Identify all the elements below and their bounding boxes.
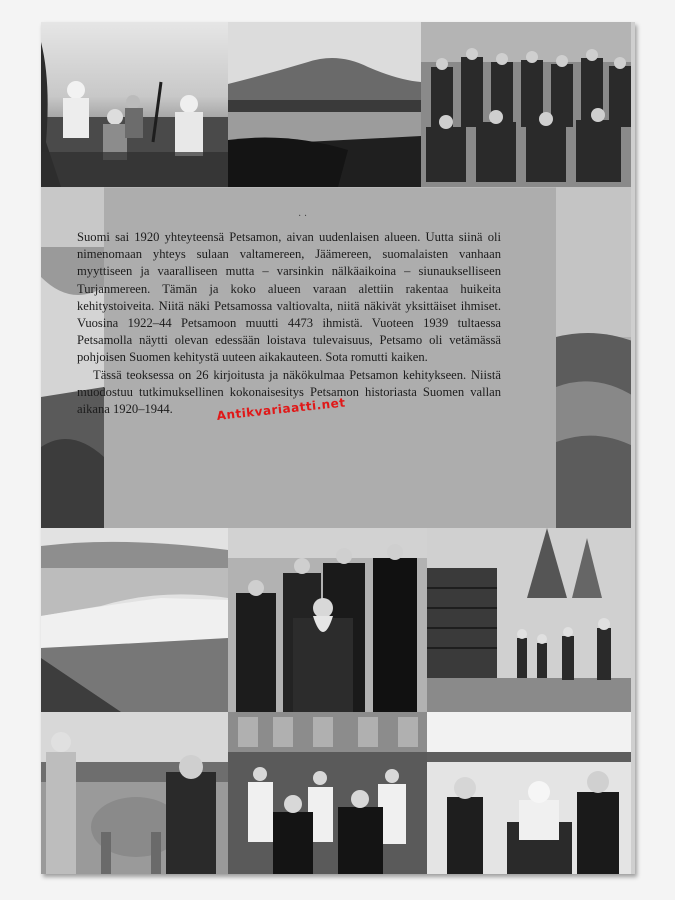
back-cover-blurb (77, 229, 501, 418)
watermark: Antikvariaatti.net (216, 395, 347, 423)
book-back-cover (41, 22, 635, 874)
panel-marks: · · (298, 211, 308, 222)
cover-edge (41, 22, 635, 874)
blurb-paragraph-1: Suomi sai 1920 yhteyteensä Petsamon, aivan uudenlaisen alueen. Uutta siinä oli nimenomaan yhteys sulaan valtamereen, Jäämereen, suomalaisten vanhaan myyttiseen ja vaaralliseen mutta – varsinkin nälkäaikoina – siunaukselliseen Turjanmereen. Tämän ja koko alueen varaan alettiin rakentaa huikeita kehitystoiveita. Niitä näki Petsamossa valtiovalta, niitä näkivät yksittäiset ihmiset. Vuosina 1922–44 Petsamoon muutti 4473 ihmistä. Vuoteen 1939 tultaessa Petsamolla näytti olevan edessään loistava tulevaisuus, Petsamo oli vetämässä pohjoisen Suomen kehitystä uuteen aikakauteen. Sota romutti kaiken. (77, 230, 501, 365)
blurb-paragraph-2: Tässä teoksessa on 26 kirjoitusta ja näkökulmaa Petsamon kehitykseen. Niistä muodostuu tutkimuksellinen kokonaisesitys Petsamon historiasta Suomen vallan aikana 1920–1944. (77, 367, 501, 417)
